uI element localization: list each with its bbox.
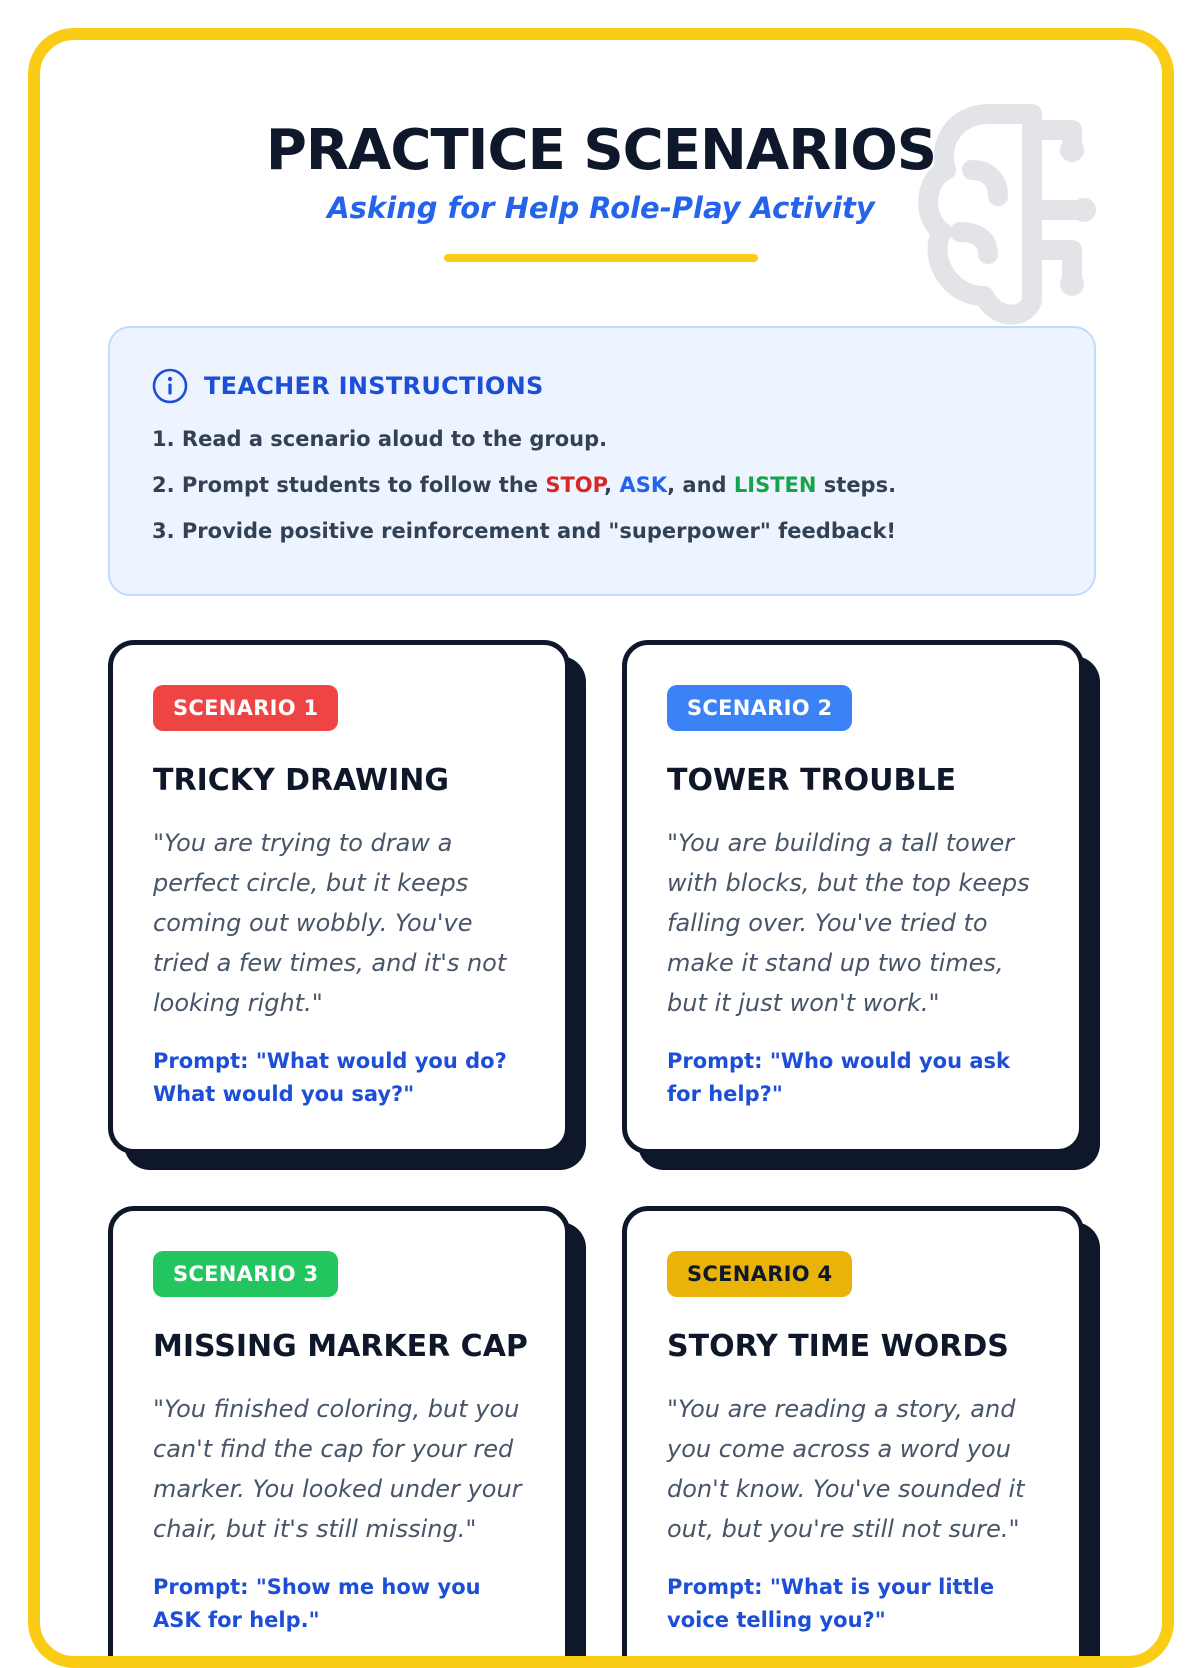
page-frame: [28, 28, 1174, 1668]
page-title: PRACTICE SCENARIOS: [265, 118, 937, 183]
instruction-step-1: 1. Read a scenario aloud to the group.: [152, 427, 608, 451]
listen-keyword: LISTEN: [733, 473, 817, 497]
teacher-instructions-panel: [108, 326, 1096, 596]
scenario-badge: SCENARIO 4: [667, 1251, 852, 1297]
scenario-quote: "You are trying to draw a perfect circle, but it keeps coming out wobbly. You've tried a few times, and it's not looking right.": [153, 829, 507, 1017]
scenario-quote: "You are reading a story, and you come across a word you don't know. You've sounded it out, but you're still not sure.": [667, 1395, 1025, 1543]
scenario-quote: "You are building a tall tower with blocks, but the top keeps falling over. You've tried to make it stand up two times, but it just won't work.": [667, 829, 1030, 1017]
scenario-badge: SCENARIO 1: [153, 685, 338, 731]
title-underline: [444, 254, 758, 262]
scenario-title: TRICKY DRAWING: [153, 763, 450, 798]
scenario-title: MISSING MARKER CAP: [153, 1329, 528, 1364]
info-icon: [152, 368, 188, 404]
step-2-suffix: steps.: [816, 473, 897, 497]
scenario-badge: SCENARIO 2: [667, 685, 852, 731]
instruction-step-2: [152, 470, 1052, 500]
scenario-card: [622, 640, 1084, 1154]
scenario-title: STORY TIME WORDS: [667, 1329, 1009, 1364]
step-2-separator: , and: [667, 473, 734, 497]
scenario-badge: SCENARIO 3: [153, 1251, 338, 1297]
scenario-prompt: Prompt: "Who would you ask for help?": [667, 1049, 1010, 1106]
scenario-prompt: Prompt: "Show me how you ASK for help.": [153, 1575, 481, 1632]
instruction-step-3: 3. Provide positive reinforcement and "superpower" feedback!: [152, 519, 897, 543]
step-2-separator: ,: [604, 473, 620, 497]
header: [40, 118, 1162, 262]
scenario-card: [622, 1206, 1084, 1668]
scenario-title: TOWER TROUBLE: [667, 763, 956, 798]
ask-keyword: ASK: [619, 473, 668, 497]
scenario-card: [108, 1206, 570, 1668]
scenario-prompt: Prompt: "What is your little voice telling you?": [667, 1575, 995, 1632]
stop-keyword: STOP: [545, 473, 605, 497]
scenario-card: [108, 640, 570, 1154]
scenario-prompt: Prompt: "What would you do? What would you say?": [153, 1049, 507, 1106]
scenario-quote: "You finished coloring, but you can't find the cap for your red marker. You looked under your chair, but it's still missing.": [153, 1395, 522, 1543]
page-subtitle: Asking for Help Role-Play Activity: [327, 191, 875, 225]
step-2-prefix: 2. Prompt students to follow the: [152, 473, 546, 497]
instructions-heading: [152, 364, 1052, 408]
instructions-title: TEACHER INSTRUCTIONS: [204, 372, 544, 400]
instructions-list: [152, 424, 1052, 546]
